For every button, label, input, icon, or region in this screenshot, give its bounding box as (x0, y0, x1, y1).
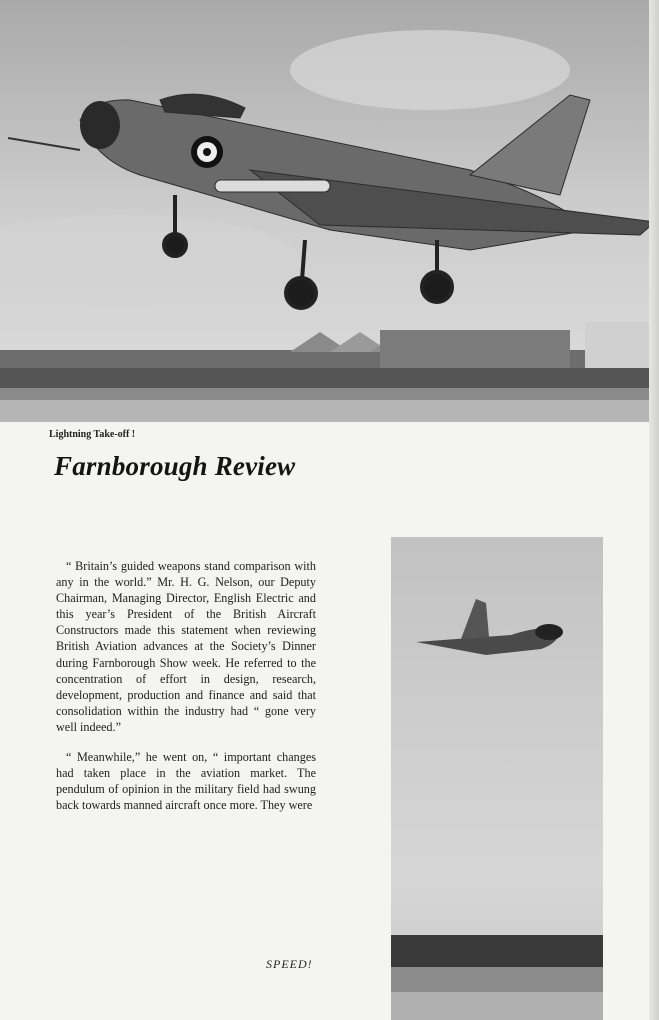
article-paragraph: “ Meanwhile,” he went on, “ important changes had taken place in the aviation market. The pendulum of opinion in the military field had swung back towards manned aircraft once more. They were (56, 750, 316, 813)
lightning-flyby-photo (391, 537, 603, 1020)
lightning-takeoff-photo (0, 0, 659, 422)
side-photo-caption: SPEED! (266, 957, 313, 971)
page-title: Farnborough Review (54, 451, 296, 481)
article-body (56, 558, 316, 827)
page-edge (649, 0, 659, 1020)
article-paragraph: “ Britain’s guided weapons stand comparison with any in the world.” Mr. H. G. Nelson, our Deputy Chairman, Managing Director, English Electric and this year’s President of the British Aircraft Constructors made this statement when reviewing British Aviation advances at the Society’s Dinner during Farnborough Show week. He referred to the concentration of effort in design, research, development, production and finance and said that consolidation within the industry had “ gone very well indeed.” (56, 559, 316, 734)
photo-caption: Lightning Take-off ! (49, 429, 136, 440)
